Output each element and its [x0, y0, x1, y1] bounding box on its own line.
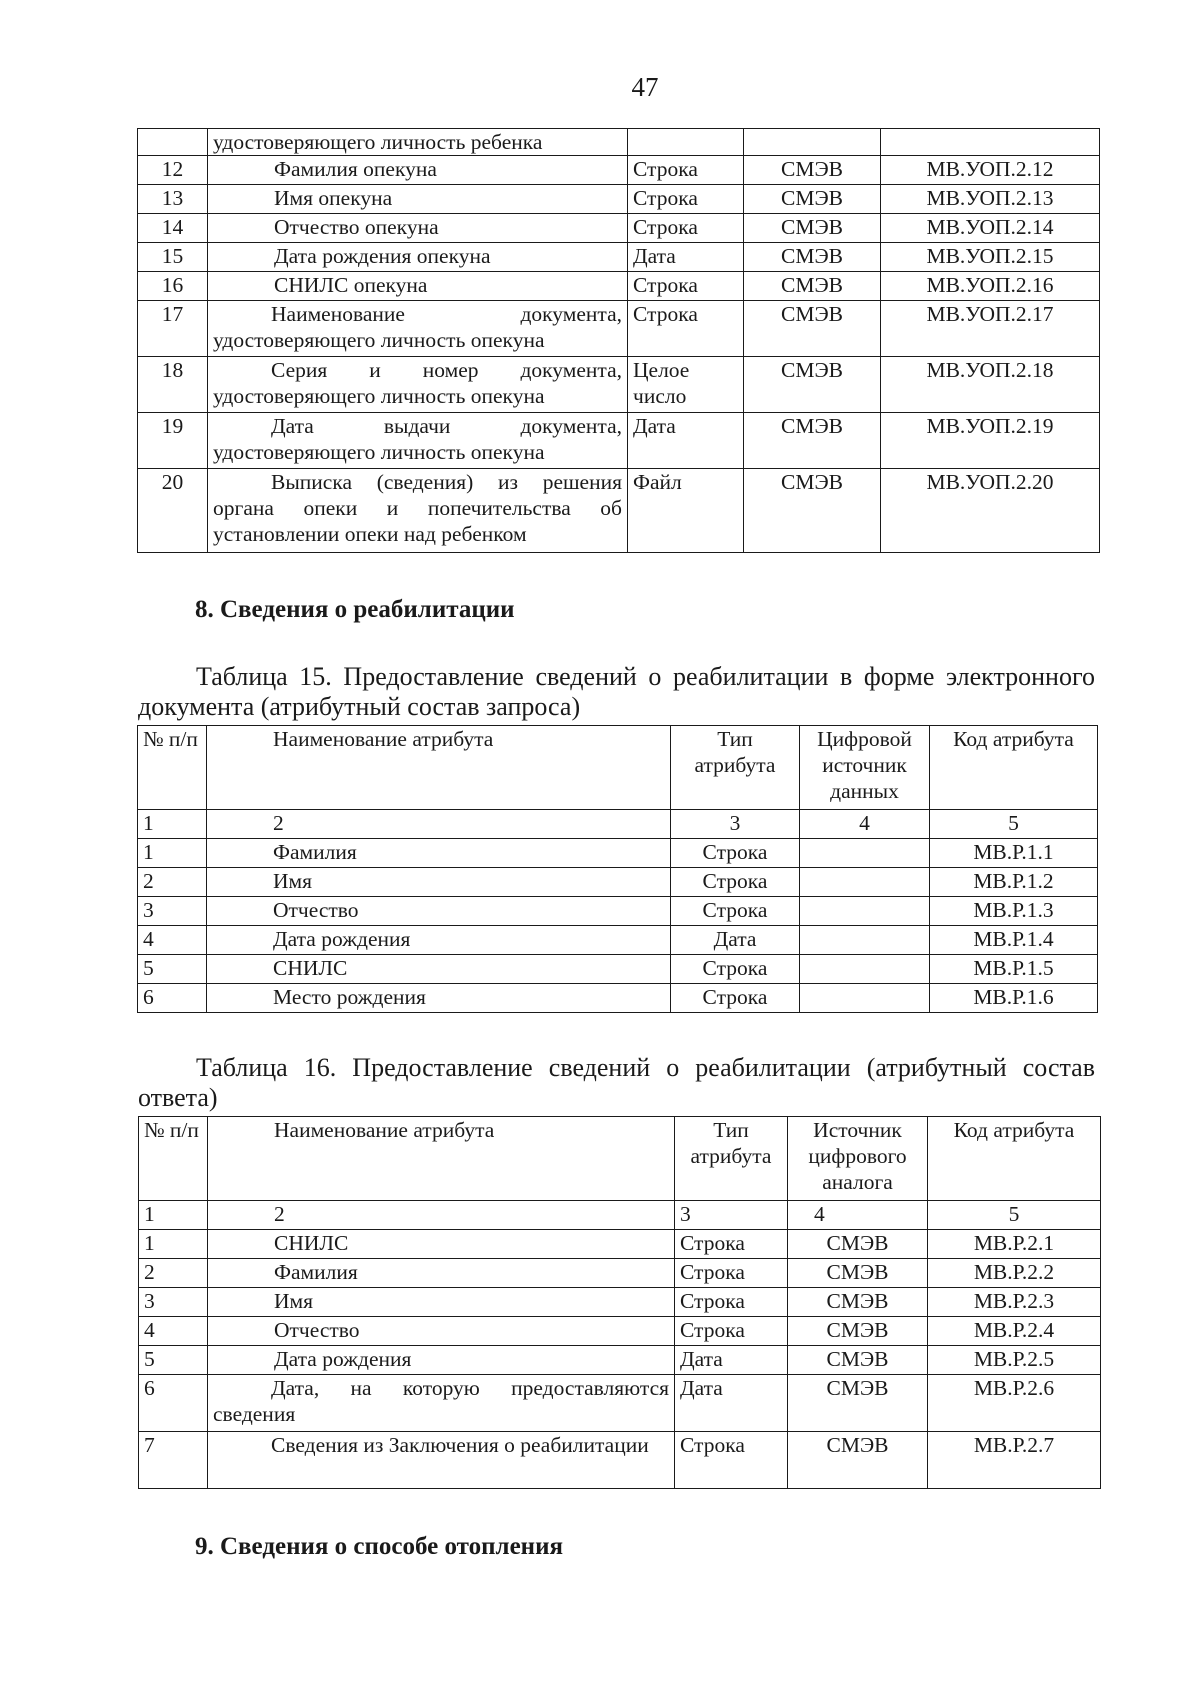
attribute-name: Дата рождения [207, 926, 671, 955]
table-16-caption: Таблица 16. Предоставление сведений о реабилитации (атрибутный состав ответа) [138, 1053, 1095, 1112]
header-type: Тип атрибута [675, 1117, 788, 1201]
attribute-name: Серия и номер документа, удостоверяющего личность опекуна [208, 357, 628, 413]
attribute-code: МВ.Р.2.5 [928, 1346, 1101, 1375]
table-row [139, 1288, 1101, 1317]
table-row [139, 1317, 1101, 1346]
row-number: 15 [138, 243, 208, 272]
table-row [138, 868, 1098, 897]
page-number: 47 [631, 72, 659, 102]
table-row [138, 357, 1100, 413]
attribute-name: Дата рождения опекуна [208, 243, 628, 272]
header-name: Наименование атрибута [208, 1117, 675, 1201]
col-number: 1 [139, 1201, 208, 1230]
attribute-code: МВ.Р.2.6 [928, 1375, 1101, 1432]
row-number: 5 [138, 955, 207, 984]
attribute-source [800, 839, 930, 868]
table-row [139, 1230, 1101, 1259]
attribute-code: МВ.УОП.2.13 [881, 185, 1100, 214]
attribute-source: СМЭВ [744, 272, 881, 301]
attribute-code: МВ.Р.2.4 [928, 1317, 1101, 1346]
attribute-code: МВ.УОП.2.17 [881, 301, 1100, 357]
attribute-name: Сведения из Заключения о реабилитации [208, 1432, 675, 1489]
attribute-type: Строка [675, 1259, 788, 1288]
table-row [139, 1259, 1101, 1288]
attribute-source [800, 897, 930, 926]
attribute-name: Дата рождения [208, 1346, 675, 1375]
header-source: Источник цифрового аналога [788, 1117, 928, 1201]
col-number: 2 [208, 1201, 675, 1230]
row-number: 2 [138, 868, 207, 897]
attribute-name: СНИЛС опекуна [208, 272, 628, 301]
header-name: Наименование атрибута [207, 726, 671, 810]
attribute-type: Дата [671, 926, 800, 955]
attribute-type: Строка [628, 301, 744, 357]
col-number: 2 [207, 810, 671, 839]
header-source: Цифровой источник данных [800, 726, 930, 810]
table-row [139, 1375, 1101, 1432]
attribute-source: СМЭВ [788, 1375, 928, 1432]
attribute-code: МВ.Р.2.7 [928, 1432, 1101, 1489]
attribute-name: Наименование документа, удостоверяющего личность опекуна [208, 301, 628, 357]
col-number: 4 [788, 1201, 928, 1230]
attribute-type: Строка [671, 839, 800, 868]
attribute-type: Дата [628, 413, 744, 469]
attribute-source: СМЭВ [788, 1317, 928, 1346]
table-row [138, 839, 1098, 868]
attribute-type: Строка [671, 897, 800, 926]
table-row [138, 272, 1100, 301]
table-row [138, 301, 1100, 357]
attribute-name: Имя опекуна [208, 185, 628, 214]
attribute-type: Строка [675, 1288, 788, 1317]
attribute-source: СМЭВ [744, 357, 881, 413]
table-row [138, 214, 1100, 243]
attribute-name: Дата выдачи документа, удостоверяющего личность опекуна [208, 413, 628, 469]
attribute-type: Дата [628, 243, 744, 272]
attribute-source: СМЭВ [744, 156, 881, 185]
table-header-row [139, 1117, 1101, 1201]
table-15-caption: Таблица 15. Предоставление сведений о реабилитации в форме электронного документа (атрибутный состав запроса) [138, 662, 1095, 721]
attribute-source [800, 926, 930, 955]
row-number: 20 [138, 469, 208, 553]
table-row [138, 156, 1100, 185]
attribute-source: СМЭВ [788, 1288, 928, 1317]
col-number: 1 [138, 810, 207, 839]
attribute-source: СМЭВ [788, 1346, 928, 1375]
attribute-source: СМЭВ [744, 243, 881, 272]
row-number: 6 [139, 1375, 208, 1432]
attribute-code: МВ.Р.1.6 [930, 984, 1098, 1013]
col-number: 4 [800, 810, 930, 839]
attribute-source [800, 955, 930, 984]
header-num: № п/п [138, 726, 207, 810]
table-row [138, 413, 1100, 469]
row-number: 5 [139, 1346, 208, 1375]
table-16 [138, 1116, 1101, 1489]
attribute-name: Отчество [208, 1317, 675, 1346]
attribute-code: МВ.Р.1.5 [930, 955, 1098, 984]
row-number: 1 [139, 1230, 208, 1259]
attribute-source: СМЭВ [744, 214, 881, 243]
table-row [138, 897, 1098, 926]
row-number: 2 [139, 1259, 208, 1288]
table-header-row [138, 726, 1098, 810]
table-row [138, 469, 1100, 553]
header-code: Код атрибута [928, 1117, 1101, 1201]
attribute-code: МВ.Р.1.2 [930, 868, 1098, 897]
col-number: 3 [675, 1201, 788, 1230]
row-number: 4 [139, 1317, 208, 1346]
attribute-name: Место рождения [207, 984, 671, 1013]
attribute-name: Выписка (сведения) из решения органа опеки и попечительства об установлении опеки над ребенком [208, 469, 628, 553]
row-number: 12 [138, 156, 208, 185]
row-number: 7 [139, 1432, 208, 1489]
attribute-name: Имя [207, 868, 671, 897]
attribute-type: Строка [628, 214, 744, 243]
attribute-type: Строка [671, 868, 800, 897]
attribute-source: СМЭВ [744, 469, 881, 553]
attribute-name: СНИЛС [207, 955, 671, 984]
row-number: 6 [138, 984, 207, 1013]
column-numbers-row [139, 1201, 1101, 1230]
col-number: 3 [671, 810, 800, 839]
attribute-type: Строка [628, 185, 744, 214]
attribute-code: МВ.УОП.2.20 [881, 469, 1100, 553]
row-number: 17 [138, 301, 208, 357]
attribute-name: Имя [208, 1288, 675, 1317]
table-row [138, 984, 1098, 1013]
attribute-code: МВ.УОП.2.15 [881, 243, 1100, 272]
header-code: Код атрибута [930, 726, 1098, 810]
attribute-code: МВ.УОП.2.12 [881, 156, 1100, 185]
row-number [138, 129, 208, 156]
attribute-type: Строка [628, 156, 744, 185]
attribute-source: СМЭВ [788, 1432, 928, 1489]
attribute-name: Дата, на которую предоставляются сведения [208, 1375, 675, 1432]
col-number: 5 [928, 1201, 1101, 1230]
attribute-type: Строка [671, 955, 800, 984]
table-row [138, 129, 1100, 156]
attribute-name: Фамилия [207, 839, 671, 868]
column-numbers-row [138, 810, 1098, 839]
attribute-name: Отчество [207, 897, 671, 926]
attribute-code: МВ.Р.1.4 [930, 926, 1098, 955]
attribute-name: Фамилия [208, 1259, 675, 1288]
attribute-code: МВ.Р.2.1 [928, 1230, 1101, 1259]
attribute-code: МВ.Р.2.3 [928, 1288, 1101, 1317]
attribute-code: МВ.Р.1.3 [930, 897, 1098, 926]
table-row [138, 955, 1098, 984]
col-number: 5 [930, 810, 1098, 839]
row-number: 3 [138, 897, 207, 926]
attribute-source: СМЭВ [744, 413, 881, 469]
row-number: 1 [138, 839, 207, 868]
attribute-name: СНИЛС [208, 1230, 675, 1259]
row-number: 16 [138, 272, 208, 301]
attribute-code: МВ.Р.1.1 [930, 839, 1098, 868]
section-9-heading: 9. Сведения о способе отопления [195, 1533, 563, 1560]
attribute-type: Дата [675, 1375, 788, 1432]
attribute-code [881, 129, 1100, 156]
table-15 [137, 725, 1098, 1013]
attribute-type: Строка [675, 1317, 788, 1346]
attribute-type: Целое число [628, 357, 744, 413]
table-row [138, 926, 1098, 955]
attribute-source: СМЭВ [744, 301, 881, 357]
attribute-source [744, 129, 881, 156]
attribute-code: МВ.Р.2.2 [928, 1259, 1101, 1288]
row-number: 4 [138, 926, 207, 955]
attribute-name: удостоверяющего личность ребенка [208, 129, 628, 156]
attribute-source: СМЭВ [788, 1230, 928, 1259]
table-row [138, 243, 1100, 272]
attribute-name: Отчество опекуна [208, 214, 628, 243]
attribute-code: МВ.УОП.2.19 [881, 413, 1100, 469]
header-num: № п/п [139, 1117, 208, 1201]
attribute-type: Дата [675, 1346, 788, 1375]
attribute-type: Строка [675, 1432, 788, 1489]
table-row [139, 1432, 1101, 1489]
row-number: 18 [138, 357, 208, 413]
attribute-type: Строка [628, 272, 744, 301]
attribute-type: Строка [671, 984, 800, 1013]
attribute-code: МВ.УОП.2.18 [881, 357, 1100, 413]
section-8-heading: 8. Сведения о реабилитации [195, 596, 515, 623]
attribute-name: Фамилия опекуна [208, 156, 628, 185]
row-number: 19 [138, 413, 208, 469]
attribute-type [628, 129, 744, 156]
table-row [138, 185, 1100, 214]
attribute-source [800, 984, 930, 1013]
row-number: 3 [139, 1288, 208, 1317]
header-type: Тип атрибута [671, 726, 800, 810]
attribute-type: Файл [628, 469, 744, 553]
attribute-source [800, 868, 930, 897]
attribute-source: СМЭВ [788, 1259, 928, 1288]
table-14-continuation [137, 128, 1100, 553]
attribute-code: МВ.УОП.2.14 [881, 214, 1100, 243]
row-number: 13 [138, 185, 208, 214]
row-number: 14 [138, 214, 208, 243]
attribute-code: МВ.УОП.2.16 [881, 272, 1100, 301]
attribute-type: Строка [675, 1230, 788, 1259]
table-row [139, 1346, 1101, 1375]
attribute-source: СМЭВ [744, 185, 881, 214]
